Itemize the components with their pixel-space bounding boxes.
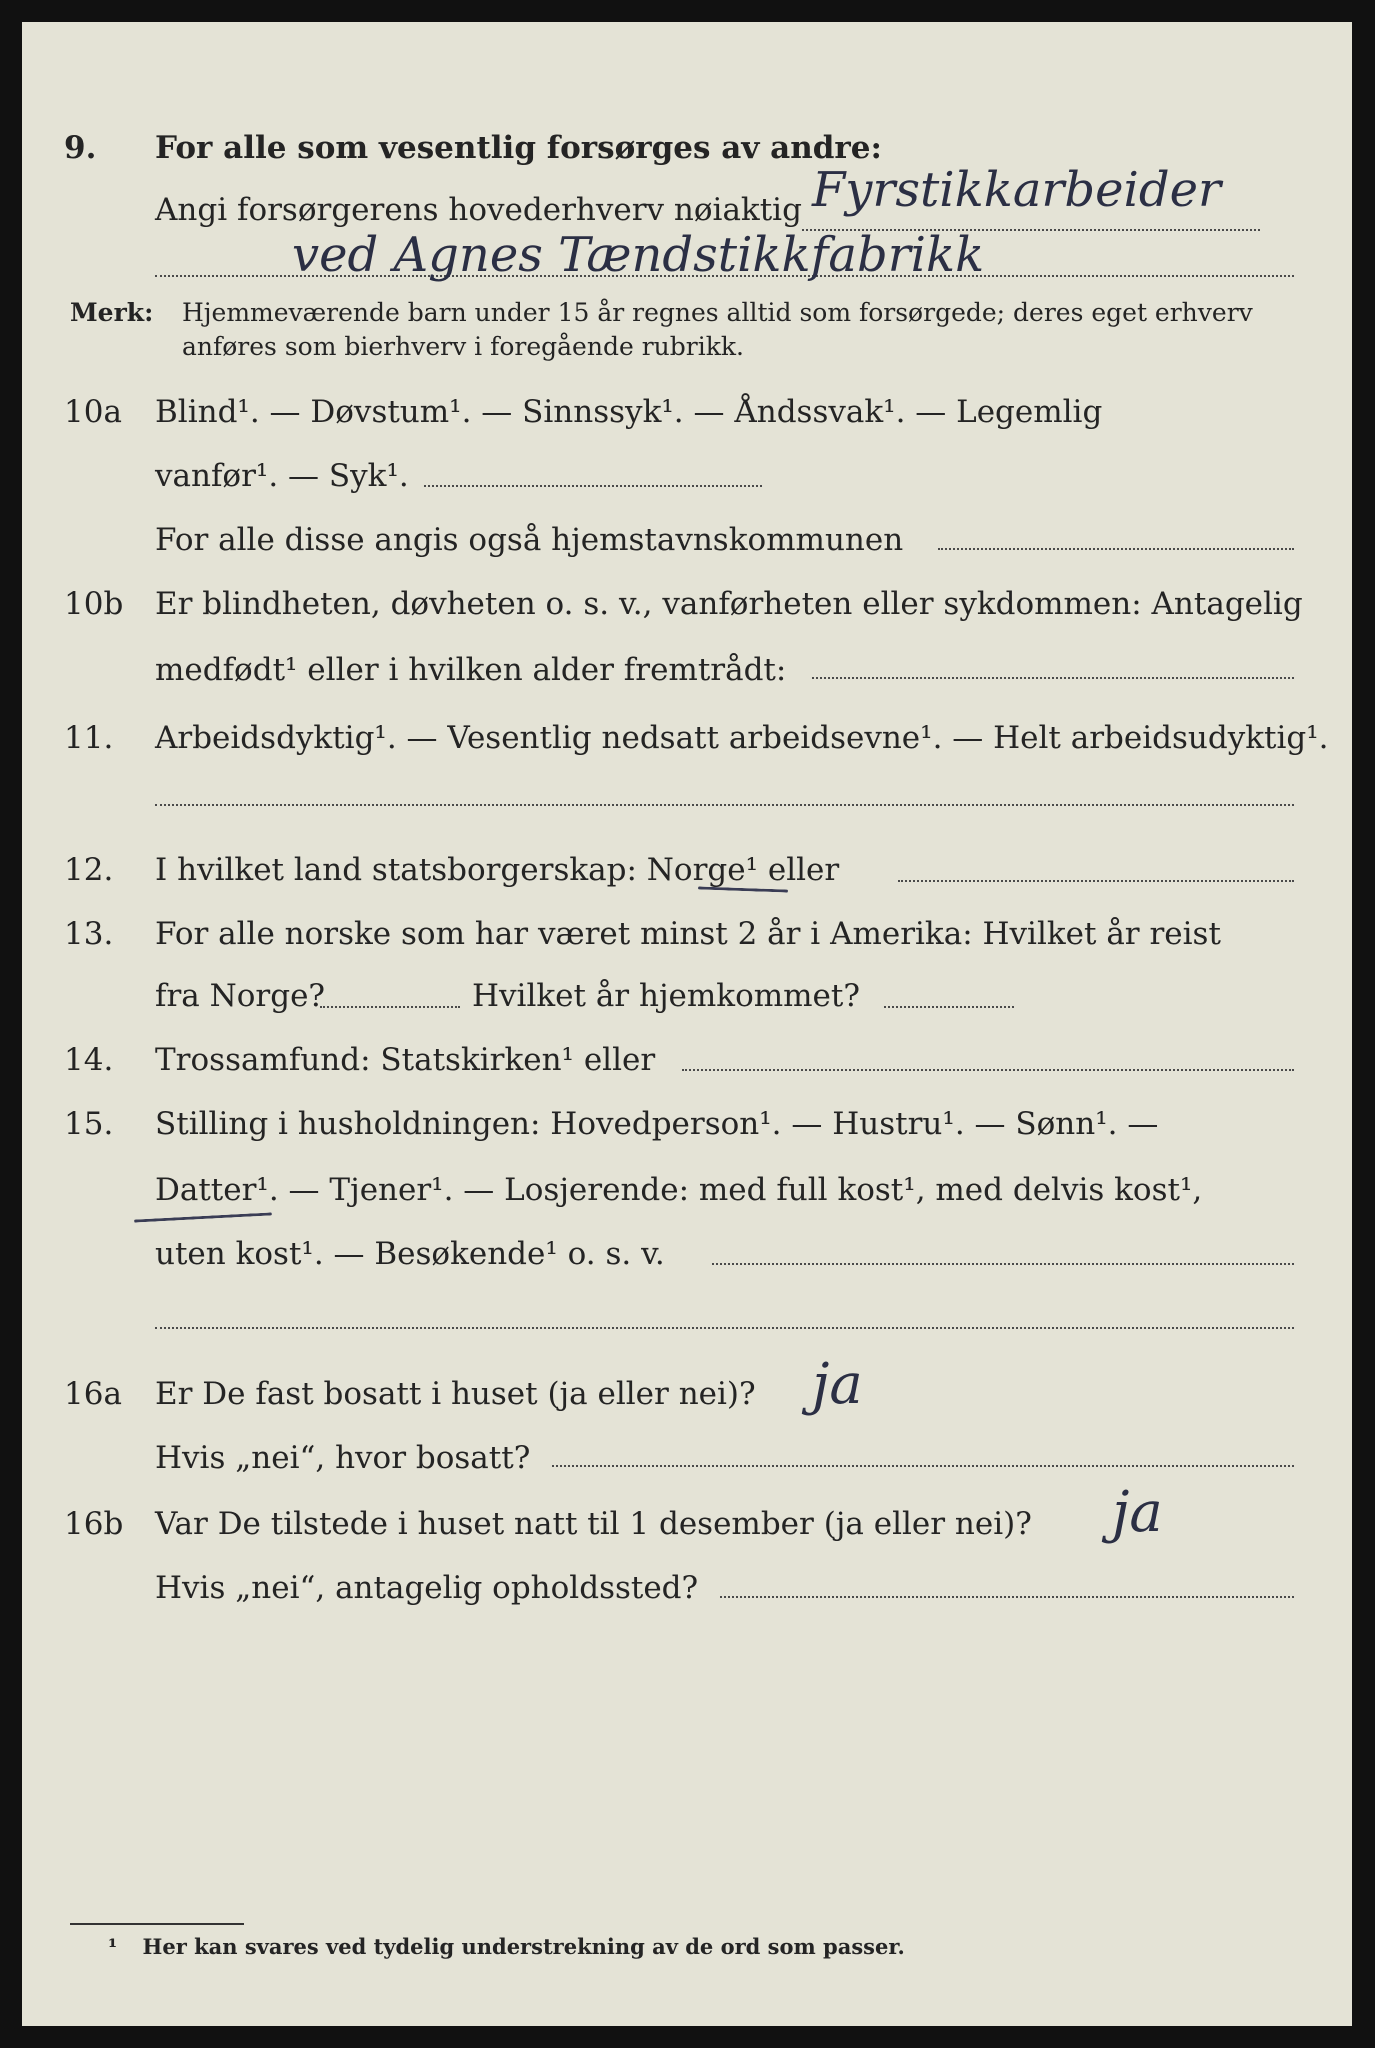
q10b-line1: Er blindheten, døvheten o. s. v., vanførheten eller sykdommen: Antagelig xyxy=(155,586,1303,622)
q10a-row-1 xyxy=(22,386,1352,446)
q16b-number: 16b xyxy=(64,1506,124,1542)
q13-line2a: fra Norge? xyxy=(155,978,326,1014)
merk-line1: Hjemmeværende barn under 15 år regnes alltid som forsørgede; deres eget erhverv xyxy=(182,298,1253,327)
q10b-number: 10b xyxy=(64,586,124,622)
q13-line2b: Hvilket år hjemkommet? xyxy=(472,978,860,1014)
q10b-row-1 xyxy=(22,578,1352,638)
q14-answer-line xyxy=(682,1069,1294,1071)
q16a-number: 16a xyxy=(64,1376,122,1412)
q12-answer-line xyxy=(898,880,1294,882)
q15-row-1 xyxy=(22,1098,1352,1158)
footnote xyxy=(108,1934,905,1959)
q16a-row-1 xyxy=(22,1368,1352,1428)
q15-line1: Stilling i husholdningen: Hovedperson¹. — Hustru¹. — Sønn¹. — xyxy=(155,1106,1159,1142)
q10a-line3: For alle disse angis også hjemstavnskommunen xyxy=(155,522,904,558)
q9-line1: For alle som vesentlig forsørges av andre: xyxy=(155,130,882,166)
footnote-rule xyxy=(70,1923,244,1925)
q13-reist-line xyxy=(320,1006,460,1008)
q9-answer-2: ved Agnes Tændstikkfabrikk xyxy=(292,227,985,283)
q10a-kommune-line xyxy=(938,548,1294,550)
q13-number: 13. xyxy=(64,916,114,952)
q13-hjem-line xyxy=(884,1006,1014,1008)
q9-number: 9. xyxy=(64,130,97,166)
census-form-page xyxy=(22,22,1352,2026)
q10a-number: 10a xyxy=(64,394,122,430)
merk-row-2 xyxy=(22,328,1352,368)
q10b-line2: medfødt¹ eller i hvilken alder fremtrådt: xyxy=(155,652,787,688)
q11-answer-line xyxy=(155,804,1294,806)
q15-line3: uten kost¹. — Besøkende¹ o. s. v. xyxy=(155,1236,665,1272)
q15-line2: Datter¹. — Tjener¹. — Losjerende: med full kost¹, med delvis kost¹, xyxy=(155,1172,1203,1208)
merk-label: Merk: xyxy=(70,298,154,327)
q10a-line2: vanfør¹. — Syk¹. xyxy=(155,458,409,494)
q9-line2: Angi forsørgerens hovederhverv nøiaktig xyxy=(155,192,802,228)
q10a-row-3 xyxy=(22,514,1352,574)
merk-row-1 xyxy=(22,292,1352,332)
q15-row-3 xyxy=(22,1228,1352,1288)
q14-number: 14. xyxy=(64,1042,114,1078)
q10a-row-2 xyxy=(22,450,1352,510)
q13-line1: For alle norske som har været minst 2 år i Amerika: Hvilket år reist xyxy=(155,916,1221,952)
q16b-line1: Var De tilstede i huset natt til 1 desember (ja eller nei)? xyxy=(155,1506,1032,1542)
q12-line1: I hvilket land statsborgerskap: Norge¹ eller xyxy=(155,852,840,888)
q10b-alder-line xyxy=(812,677,1294,679)
q13-row-2 xyxy=(22,970,1352,1030)
q15-number: 15. xyxy=(64,1106,114,1142)
q15-answer-line-2 xyxy=(155,1327,1294,1329)
q16b-line2: Hvis „nei“, antagelig opholdssted? xyxy=(155,1570,699,1606)
q10b-row-2 xyxy=(22,644,1352,704)
q12-row-1 xyxy=(22,844,1352,904)
q10a-syk-line xyxy=(424,485,762,487)
q13-row-1 xyxy=(22,908,1352,968)
q14-line1: Trossamfund: Statskirken¹ eller xyxy=(155,1042,656,1078)
q12-number: 12. xyxy=(64,852,114,888)
q16b-answer: ja xyxy=(1112,1480,1163,1545)
q9-answer-1: Fyrstikkarbeider xyxy=(812,162,1221,218)
footnote-text: Her kan svares ved tydelig understrekning av de ord som passer. xyxy=(142,1934,905,1959)
footnote-mark: ¹ xyxy=(108,1934,118,1959)
q11-line1: Arbeidsdyktig¹. — Vesentlig nedsatt arbeidsevne¹. — Helt arbeidsudyktig¹. xyxy=(155,720,1329,756)
q10a-line1: Blind¹. — Døvstum¹. — Sinnssyk¹. — Åndssvak¹. — Legemlig xyxy=(155,394,1103,430)
q16a-bosatt-line xyxy=(552,1465,1294,1467)
q11-row-1 xyxy=(22,712,1352,772)
q16a-line1: Er De fast bosatt i huset (ja eller nei)? xyxy=(155,1376,756,1412)
q16a-line2: Hvis „nei“, hvor bosatt? xyxy=(155,1440,531,1476)
q16b-row-2 xyxy=(22,1562,1352,1622)
q16a-answer: ja xyxy=(812,1352,863,1417)
q11-number: 11. xyxy=(64,720,114,756)
q16b-opholdssted-line xyxy=(720,1596,1294,1598)
merk-line2: anføres som bierhverv i foregående rubrikk. xyxy=(182,332,744,361)
q15-answer-line-1 xyxy=(712,1263,1294,1265)
q14-row-1 xyxy=(22,1034,1352,1094)
